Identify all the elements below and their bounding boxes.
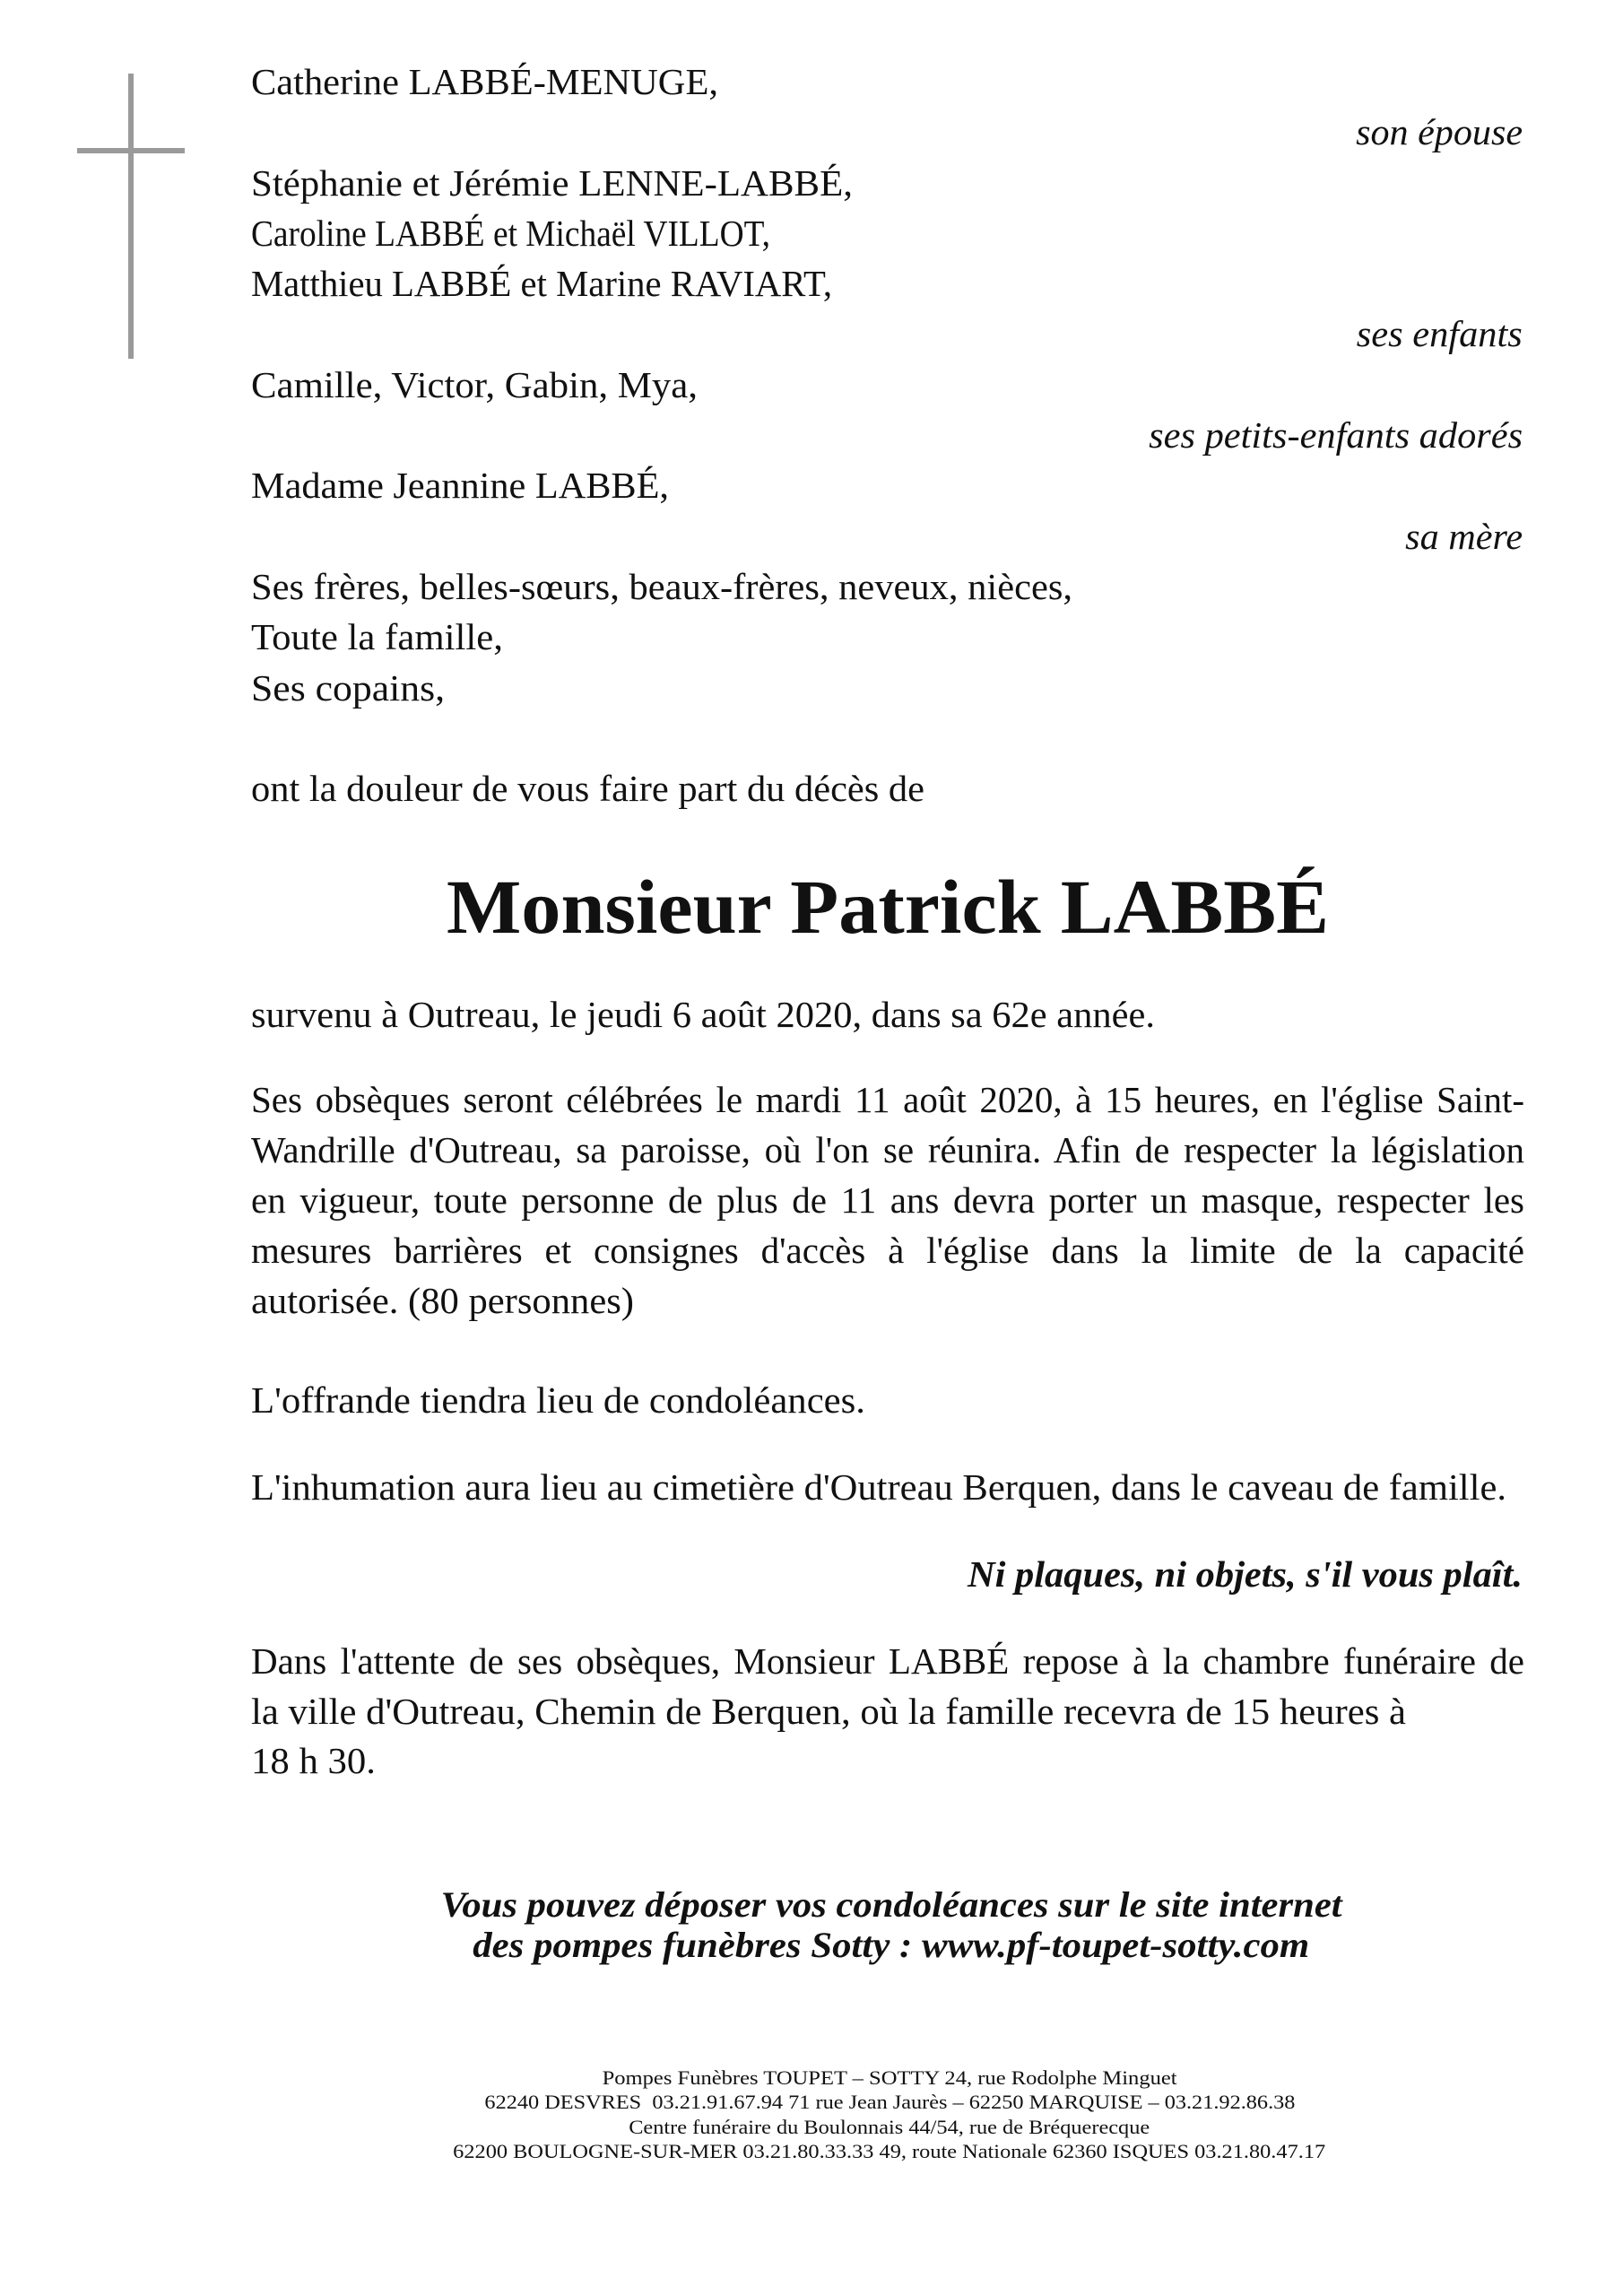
funeral-line <box>251 1175 1524 1225</box>
announcer-name: Ses copains, <box>251 666 445 709</box>
footer-text: 62240 DESVRES 03.21.91.67.94 71 rue Jean Jaurès – 62250 MARQUISE – 03.21.92.86.38 <box>483 2091 1295 2114</box>
burial-line <box>251 1462 1524 1512</box>
death-notice-line <box>251 989 1524 1039</box>
no-flowers-text: Ni plaques, ni objets, s'il vous plaît. <box>968 1553 1523 1595</box>
announcer-line <box>251 258 1524 309</box>
online-condolences-text: Vous pouvez déposer vos condoléances sur le site internet <box>440 1884 1342 1925</box>
intro-line <box>251 763 1524 813</box>
footer-line <box>251 2066 1528 2090</box>
announcers-block <box>251 57 1524 813</box>
announcer-line <box>251 663 1524 713</box>
offering-block <box>251 1375 1524 1425</box>
footer-text: 62200 BOULOGNE-SUR-MER 03.21.80.33.33 49, route Nationale 62360 ISQUES 03.21.80.47.17 <box>453 2139 1326 2162</box>
funeral-home-footer <box>251 2066 1528 2163</box>
cross-icon <box>0 0 197 377</box>
funeral-text: mesures barrières et consignes d'accès à l'église dans la limite de la capacité <box>251 1230 1524 1271</box>
announcer-name: Stéphanie et Jérémie LENNE-LABBÉ, <box>251 161 853 204</box>
death-notice-text: survenu à Outreau, le jeudi 6 août 2020, dans sa 62e année. <box>251 994 1155 1035</box>
relation-label: son épouse <box>1356 111 1523 153</box>
footer-line <box>251 2139 1528 2163</box>
announcer-name: Toute la famille, <box>251 616 503 658</box>
funeral-line <box>251 1225 1524 1275</box>
relation-label: ses enfants <box>1357 313 1523 355</box>
footer-line <box>251 2115 1528 2139</box>
funeral-text: en vigueur, toute personne de plus de 11 ans devra porter un masque, respecter les <box>251 1179 1524 1221</box>
announcer-line <box>251 158 1524 208</box>
announcer-line <box>251 612 1524 662</box>
visitation-text: 18 h 30. <box>251 1740 376 1781</box>
relation-line <box>251 107 1524 157</box>
cross-vertical-bar <box>128 74 134 359</box>
visitation-line <box>251 1736 1524 1787</box>
death-notice-block <box>251 989 1524 1039</box>
no-flowers-line <box>251 1549 1524 1599</box>
announcer-name: Madame Jeannine LABBÉ, <box>251 465 669 507</box>
funeral-text: autorisée. (80 personnes) <box>251 1280 634 1321</box>
deceased-name: Monsieur Patrick LABBÉ <box>447 864 1329 950</box>
announcer-name: Camille, Victor, Gabin, Mya, <box>251 363 698 405</box>
deceased-name-heading <box>447 862 1329 952</box>
announcer-name: Ses frères, belles-sœurs, beaux-frères, neveux, nièces, <box>251 565 1072 607</box>
cross-horizontal-bar <box>77 148 185 153</box>
announcer-line <box>251 460 1524 510</box>
blank-line <box>251 713 1524 763</box>
relation-line <box>251 410 1524 460</box>
no-flowers-block <box>251 1549 1524 1599</box>
burial-text: L'inhumation aura lieu au cimetière d'Outreau Berquen, dans le caveau de famille. <box>251 1466 1506 1508</box>
announcer-line <box>251 360 1524 410</box>
visitation-text: la ville d'Outreau, Chemin de Berquen, où la famille recevra de 15 heures à <box>251 1690 1406 1732</box>
announcer-line <box>251 561 1524 612</box>
online-condolences-line <box>251 1925 1532 1965</box>
relation-label: sa mère <box>1405 515 1523 557</box>
visitation-line <box>251 1687 1524 1737</box>
funeral-paragraph <box>251 1074 1524 1326</box>
online-condolences-line <box>251 1884 1532 1925</box>
announcer-name: Catherine LABBÉ-MENUGE, <box>251 61 718 102</box>
funeral-text: Ses obsèques seront célébrées le mardi 11 août 2020, à 15 heures, en l'église Saint- <box>251 1079 1524 1120</box>
offering-text: L'offrande tiendra lieu de condoléances. <box>251 1379 865 1421</box>
online-condolences-block <box>251 1884 1532 1965</box>
announcer-name: Matthieu LABBÉ et Marine RAVIART, <box>251 263 832 305</box>
announcer-line <box>251 208 1524 258</box>
visitation-text: Dans l'attente de ses obsèques, Monsieur LABBÉ repose à la chambre funéraire de <box>251 1640 1524 1682</box>
online-condolences-text: des pompes funèbres Sotty : www.pf-toupet-sotty.com <box>473 1925 1310 1965</box>
relation-line <box>251 511 1524 561</box>
footer-text: Pompes Funèbres TOUPET – SOTTY 24, rue Rodolphe Minguet <box>602 2066 1177 2089</box>
funeral-line <box>251 1074 1524 1125</box>
footer-text: Centre funéraire du Boulonnais 44/54, rue de Bréquerecque <box>629 2115 1150 2138</box>
offering-line <box>251 1375 1524 1425</box>
announcer-line <box>251 57 1524 107</box>
announcer-name: Caroline LABBÉ et Michaël VILLOT, <box>251 212 770 254</box>
burial-block <box>251 1462 1524 1512</box>
funeral-text: Wandrille d'Outreau, sa paroisse, où l'on se réunira. Afin de respecter la législation <box>251 1129 1524 1170</box>
relation-line <box>251 309 1524 359</box>
visitation-paragraph <box>251 1637 1524 1787</box>
relation-label: ses petits-enfants adorés <box>1149 414 1523 457</box>
intro-text: ont la douleur de vous faire part du décès de <box>251 768 924 810</box>
visitation-line <box>251 1637 1524 1687</box>
footer-line <box>251 2090 1528 2114</box>
funeral-line <box>251 1125 1524 1175</box>
funeral-line <box>251 1275 1524 1326</box>
